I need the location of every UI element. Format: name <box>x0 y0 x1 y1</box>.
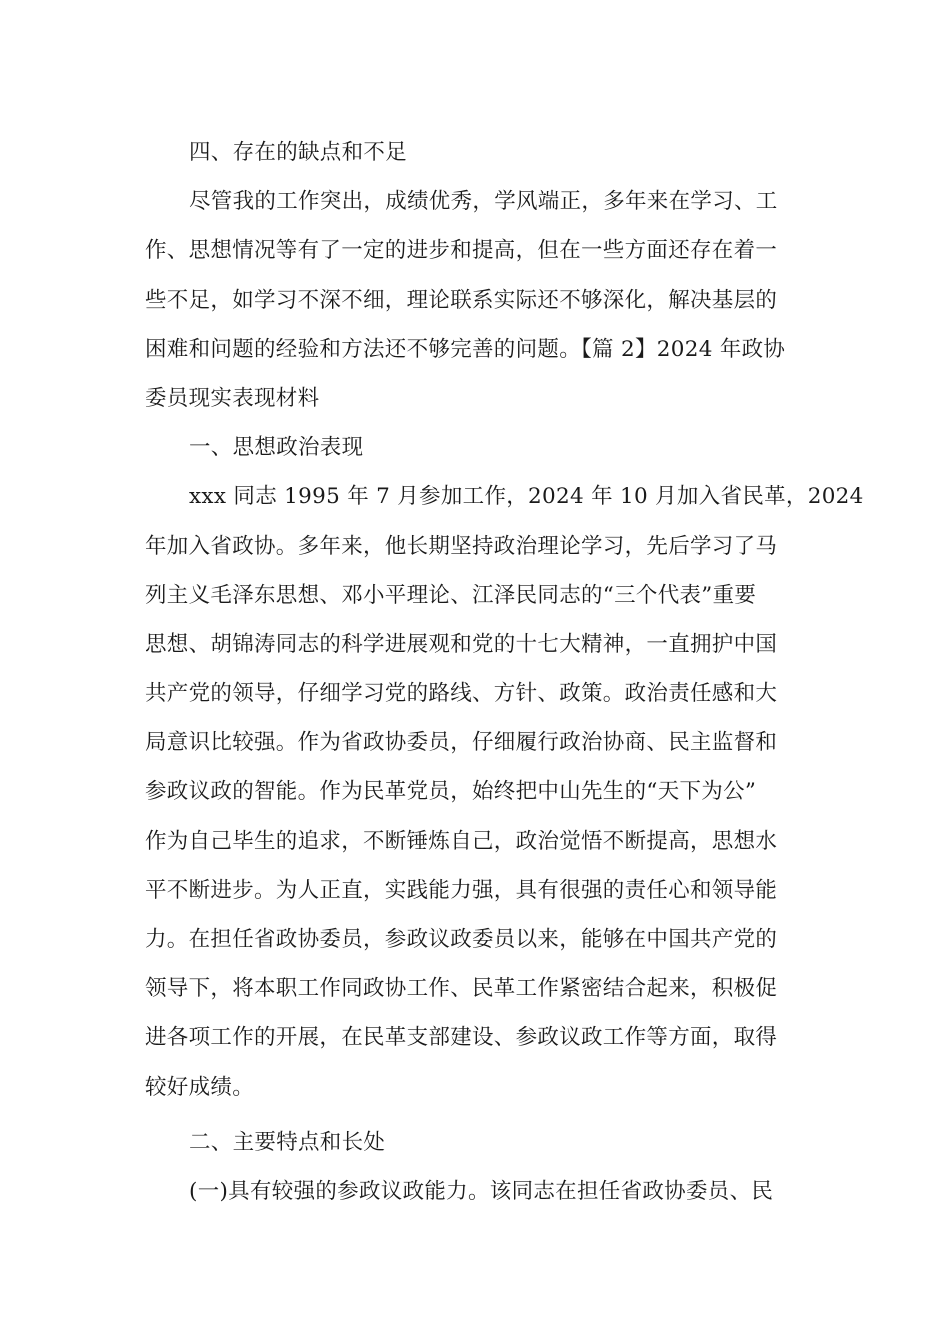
paragraph-line: 平不断进步。为人正直，实践能力强，具有很强的责任心和领导能 <box>145 877 778 903</box>
paragraph-line: xxx 同志 1995 年 7 月参加工作，2024 年 10 月加入省民革，2024 <box>189 484 864 510</box>
document-page <box>145 128 864 1216</box>
paragraph-main-strengths <box>145 1167 807 1216</box>
paragraph-line: 困难和问题的经验和方法还不够完善的问题。【篇 2】2024 年政协 <box>145 336 786 362</box>
paragraph-line: 年加入省政协。多年来，他长期坚持政治理论学习，先后学习了马 <box>145 533 778 559</box>
section-heading-2: 二、主要特点和长处 <box>189 1129 386 1155</box>
paragraph-line: 局意识比较强。作为省政协委员，仔细履行政治协商、民主监督和 <box>145 730 778 756</box>
paragraph-line: 共产党的领导，仔细学习党的路线、方针、政策。政治责任感和大 <box>145 681 778 707</box>
section-heading-4: 四、存在的缺点和不足 <box>189 140 408 165</box>
paragraph-line: 委员现实表现材料 <box>145 385 320 411</box>
paragraph-line: 列主义毛泽东思想、邓小平理论、江泽民同志的“三个代表”重要 <box>145 582 757 608</box>
paragraph-line: 作、思想情况等有了一定的进步和提高，但在一些方面还存在着一 <box>145 238 778 264</box>
paragraph-line: 进各项工作的开展，在民革支部建设、参政议政工作等方面，取得 <box>145 1025 778 1051</box>
paragraph-line: 力。在担任省政协委员，参政议政委员以来，能够在中国共产党的 <box>145 927 778 952</box>
paragraph-line: 思想、胡锦涛同志的科学进展观和党的十七大精神，一直拥护中国 <box>145 631 778 657</box>
paragraph-line: 尽管我的工作突出，成绩优秀，学风端正，多年来在学习、工 <box>189 189 778 215</box>
paragraph-line: 较好成绩。 <box>145 1074 255 1100</box>
section-heading-1: 一、思想政治表现 <box>189 435 364 461</box>
paragraph-line: 作为自己毕生的追求，不断锤炼自己，政治觉悟不断提高，思想水 <box>145 828 778 854</box>
paragraph-line: (一)具有较强的参政议政能力。该同志在担任省政协委员、民 <box>189 1178 774 1204</box>
paragraph-line: 参政议政的智能。作为民革党员，始终把中山先生的“天下为公” <box>145 779 757 805</box>
paragraph-political-performance <box>145 472 864 1111</box>
paragraph-line: 领导下，将本职工作同政协工作、民革工作紧密结合起来，积极促 <box>145 976 778 1002</box>
paragraph-shortcomings <box>145 177 807 423</box>
paragraph-line: 些不足，如学习不深不细，理论联系实际还不够深化，解决基层的 <box>145 287 778 313</box>
